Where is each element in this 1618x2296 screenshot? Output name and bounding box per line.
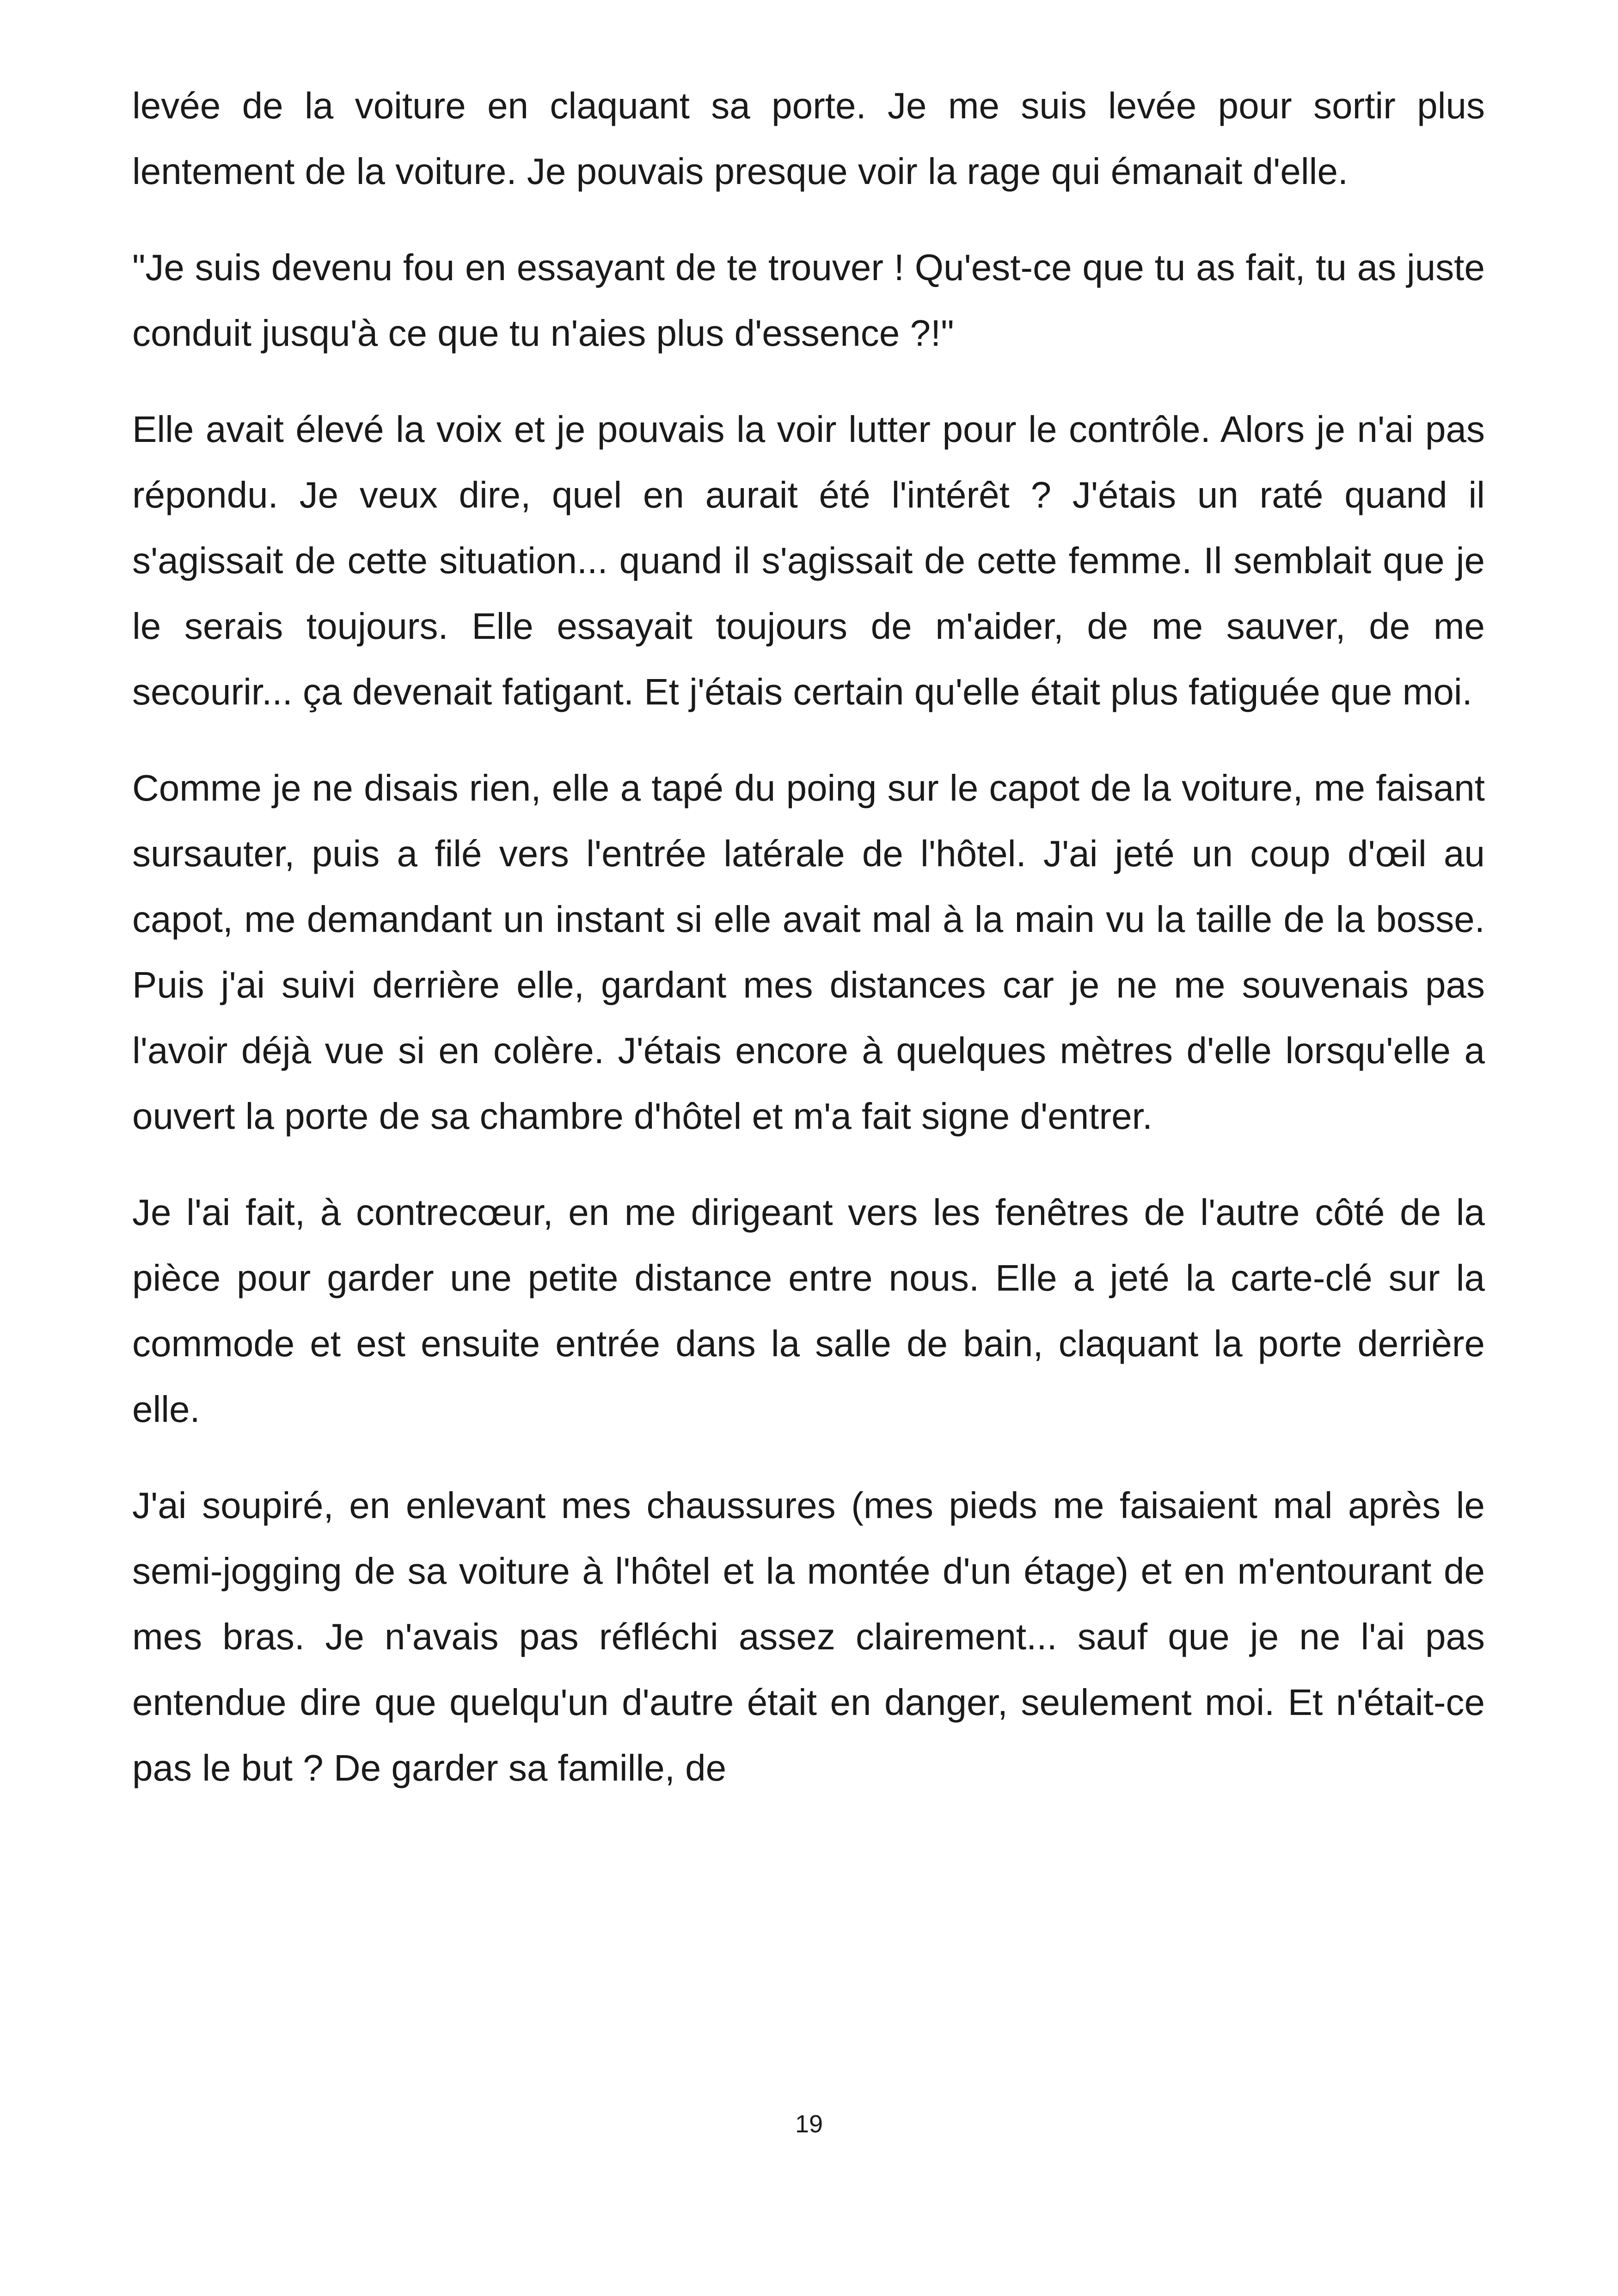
- paragraph: Elle avait élevé la voix et je pouvais la voir lutter pour le contrôle. Alors je n'ai pas répondu. Je veux dire, quel en aurait été l'intérêt ? J'étais un raté quand il s'agissait de cette situation... quand il s'agissait de cette femme. Il semblait que je le serais toujours. Elle essayait toujours de m'aider, de me sauver, de me secourir... ça devenait fatigant. Et j'étais certain qu'elle était plus fatiguée que moi.: [132, 409, 1485, 712]
- paragraph: J'ai soupiré, en enlevant mes chaussures (mes pieds me faisaient mal après le semi-jogging de sa voiture à l'hôtel et la montée d'un étage) et en m'entourant de mes bras. Je n'avais pas réfléchi assez clairement... sauf que je ne l'ai pas entendue dire que quelqu'un d'autre était en danger, seulement moi. Et n'était-ce pas le but ? De garder sa famille, de: [132, 1485, 1485, 1788]
- page-number: 19: [795, 2110, 823, 2138]
- paragraph: Je l'ai fait, à contrecœur, en me dirigeant vers les fenêtres de l'autre côté de la pièce pour garder une petite distance entre nous. Elle a jeté la carte-clé sur la commode et est ensuite entrée dans la salle de bain, claquant la porte derrière elle.: [132, 1192, 1485, 1430]
- body-text: [132, 73, 1485, 1801]
- paragraph: Comme je ne disais rien, elle a tapé du poing sur le capot de la voiture, me faisant sursauter, puis a filé vers l'entrée latérale de l'hôtel. J'ai jeté un coup d'œil au capot, me demandant un instant si elle avait mal à la main vu la taille de la bosse. Puis j'ai suivi derrière elle, gardant mes distances car je ne me souvenais pas l'avoir déjà vue si en colère. J'étais encore à quelques mètres d'elle lorsqu'elle a ouvert la porte de sa chambre d'hôtel et m'a fait signe d'entrer.: [132, 767, 1485, 1137]
- paragraph: "Je suis devenu fou en essayant de te trouver ! Qu'est-ce que tu as fait, tu as juste conduit jusqu'à ce que tu n'aies plus d'essence ?!": [132, 247, 1485, 354]
- paragraph: levée de la voiture en claquant sa porte. Je me suis levée pour sortir plus lentement de la voiture. Je pouvais presque voir la rage qui émanait d'elle.: [132, 85, 1485, 192]
